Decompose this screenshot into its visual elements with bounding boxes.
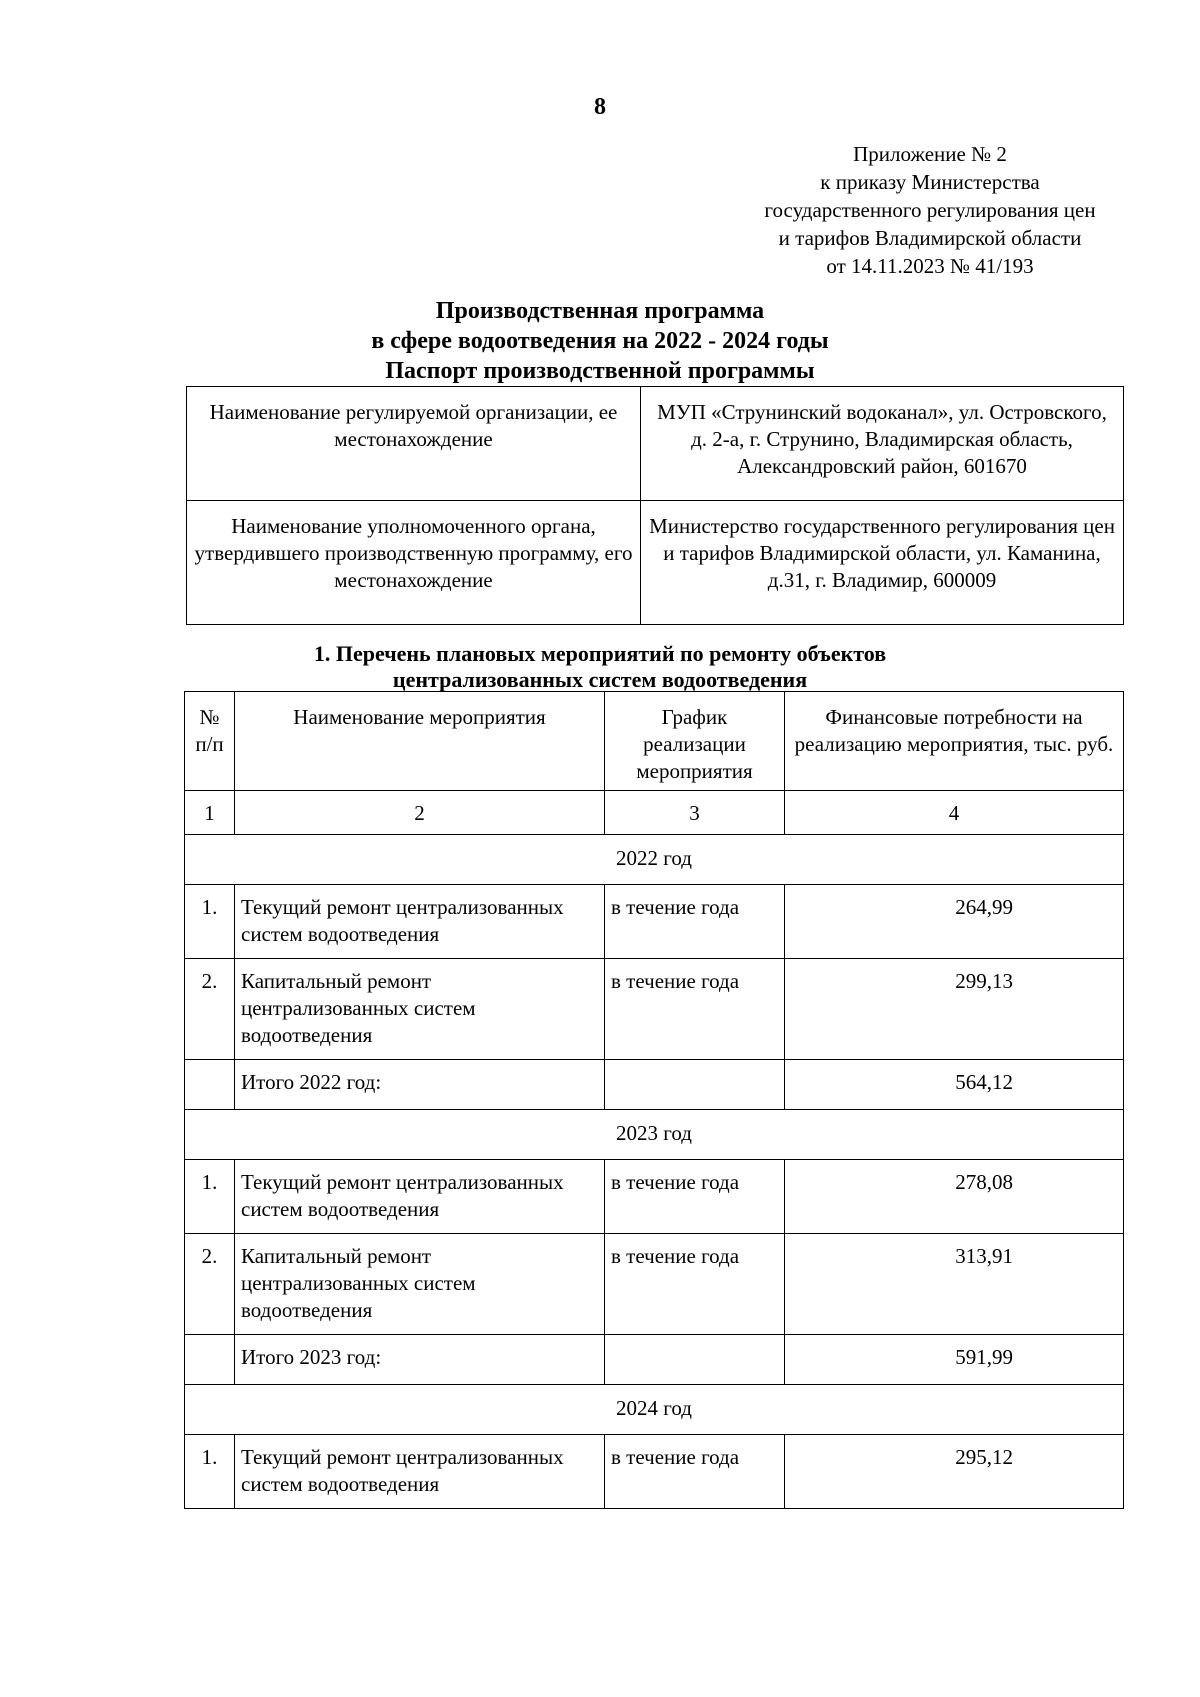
item-amount: 278,08 <box>785 1160 1124 1234</box>
total-amount: 564,12 <box>785 1060 1124 1110</box>
passport-label: Наименование уполномоченного органа, утвердившего производственную программу, его местонахождение <box>187 501 641 625</box>
events-table <box>184 691 1124 1509</box>
item-name: Текущий ремонт централизованных систем водоотведения <box>235 885 605 959</box>
year-row <box>185 1385 1124 1435</box>
appendix-line: Приложение № 2 <box>853 142 1007 166</box>
item-num: 2. <box>185 1234 235 1335</box>
total-row <box>185 1060 1124 1110</box>
header-finance: Финансовые потребности на реализацию мероприятия, тыс. руб. <box>785 692 1124 791</box>
item-num: 1. <box>185 885 235 959</box>
item-num: 1. <box>185 1160 235 1234</box>
header-num: № п/п <box>185 692 235 791</box>
column-number: 4 <box>785 791 1124 835</box>
section-title-line: централизованных систем водоотведения <box>392 667 808 692</box>
empty-cell <box>605 1060 785 1110</box>
item-schedule: в течение года <box>605 959 785 1060</box>
table-row <box>185 959 1124 1060</box>
column-number: 1 <box>185 791 235 835</box>
title-line: в сфере водоотведения на 2022 - 2024 годы <box>371 328 829 354</box>
passport-value: МУП «Струнинский водоканал», ул. Островского, д. 2-а, г. Струнино, Владимирская область, Александровский район, 601670 <box>641 387 1124 501</box>
year-label: 2023 год <box>185 1110 1124 1160</box>
table-header-row <box>185 692 1124 791</box>
passport-value: Министерство государственного регулирования цен и тарифов Владимирской области, ул. Каманина, д.31, г. Владимир, 600009 <box>641 501 1124 625</box>
item-schedule: в течение года <box>605 885 785 959</box>
header-schedule: График реализации мероприятия <box>605 692 785 791</box>
year-label: 2022 год <box>185 835 1124 885</box>
table-row <box>185 1160 1124 1234</box>
appendix-line: государственного регулирования цен <box>764 198 1096 222</box>
header-name: Наименование мероприятия <box>235 692 605 791</box>
item-name: Капитальный ремонт централизованных систем водоотведения <box>235 959 605 1060</box>
table-row <box>185 885 1124 959</box>
empty-cell <box>605 1335 785 1385</box>
passport-row <box>187 501 1124 625</box>
item-num: 2. <box>185 959 235 1060</box>
document-title <box>0 296 1200 386</box>
item-num: 1. <box>185 1435 235 1509</box>
column-number: 3 <box>605 791 785 835</box>
appendix-line: и тарифов Владимирской области <box>778 226 1082 250</box>
section-title-line: 1. Перечень плановых мероприятий по ремонту объектов <box>313 641 887 666</box>
item-name: Текущий ремонт централизованных систем водоотведения <box>235 1160 605 1234</box>
appendix-line: к приказу Министерства <box>820 170 1040 194</box>
item-schedule: в течение года <box>605 1234 785 1335</box>
year-label: 2024 год <box>185 1385 1124 1435</box>
page-number: 8 <box>594 94 606 120</box>
item-name: Текущий ремонт централизованных систем водоотведения <box>235 1435 605 1509</box>
title-line: Паспорт производственной программы <box>385 358 815 384</box>
empty-cell <box>185 1335 235 1385</box>
passport-table <box>186 386 1124 625</box>
passport-row <box>187 387 1124 501</box>
item-schedule: в течение года <box>605 1435 785 1509</box>
item-schedule: в течение года <box>605 1160 785 1234</box>
year-row <box>185 1110 1124 1160</box>
year-row <box>185 835 1124 885</box>
total-label: Итого 2023 год: <box>235 1335 605 1385</box>
total-amount: 591,99 <box>785 1335 1124 1385</box>
total-row <box>185 1335 1124 1385</box>
total-label: Итого 2022 год: <box>235 1060 605 1110</box>
column-number-row <box>185 791 1124 835</box>
appendix-block <box>730 140 1130 280</box>
empty-cell <box>185 1060 235 1110</box>
item-amount: 295,12 <box>785 1435 1124 1509</box>
item-amount: 264,99 <box>785 885 1124 959</box>
column-number: 2 <box>235 791 605 835</box>
item-amount: 313,91 <box>785 1234 1124 1335</box>
passport-label: Наименование регулируемой организации, ее местонахождение <box>187 387 641 501</box>
table-row <box>185 1234 1124 1335</box>
section-title <box>0 641 1200 693</box>
table-row <box>185 1435 1124 1509</box>
appendix-line: от 14.11.2023 № 41/193 <box>826 254 1034 278</box>
title-line: Производственная программа <box>435 298 765 324</box>
item-name: Капитальный ремонт централизованных систем водоотведения <box>235 1234 605 1335</box>
item-amount: 299,13 <box>785 959 1124 1060</box>
